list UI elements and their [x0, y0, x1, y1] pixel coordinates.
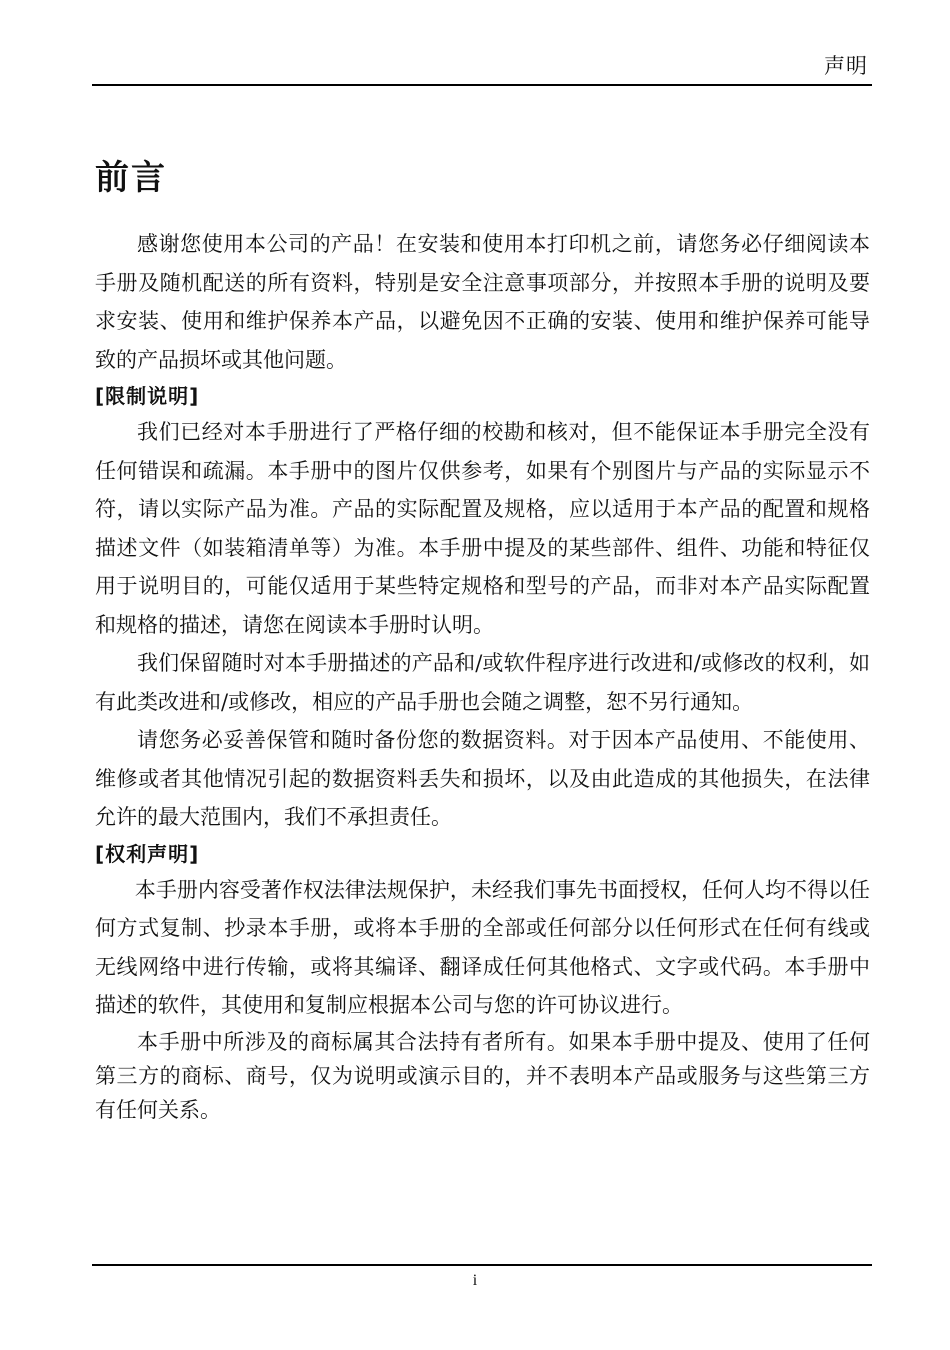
page-title: 前言	[95, 158, 167, 198]
intro-paragraph: 感谢您使用本公司的产品！在安装和使用本打印机之前，请您务必仔细阅读本手册及随机配送的所有资料，特别是安全注意事项部分，并按照本手册的说明及要求安装、使用和维护保养本产品，以避免因不正确的安装、使用和维护保养可能导致的产品损坏或其他问题。	[95, 232, 870, 372]
running-header: 声明	[824, 54, 868, 78]
limitation-paragraph-2: 我们保留随时对本手册描述的产品和/或软件程序进行改进和/或修改的权利，如有此类改进和/或修改，相应的产品手册也会随之调整，恕不另行通知。	[95, 651, 870, 714]
limitation-paragraph-3: 请您务必妥善保管和随时备份您的数据资料。对于因本产品使用、不能使用、维修或者其他情况引起的数据资料丢失和损坏，以及由此造成的其他损失，在法律允许的最大范围内，我们不承担责任。	[95, 728, 870, 829]
limitation-paragraph-1: 我们已经对本手册进行了严格仔细的校勘和核对，但不能保证本手册完全没有任何错误和疏漏。本手册中的图片仅供参考，如果有个别图片与产品的实际显示不符，请以实际产品为准。产品的实际配置及规格，应以适用于本产品的配置和规格描述文件（如装箱清单等）为准。本手册中提及的某些部件、组件、功能和特征仅用于说明目的，可能仅适用于某些特定规格和型号的产品，而非对本产品实际配置和规格的描述，请您在阅读本手册时认明。	[95, 420, 870, 637]
limitation-heading: [限制说明]	[95, 384, 200, 408]
rights-heading: [权利声明]	[95, 841, 200, 866]
rights-paragraph-2: 本手册中所涉及的商标属其合法持有者所有。如果本手册中提及、使用了任何第三方的商标、商号，仅为说明或演示目的，并不表明本产品或服务与这些第三方有任何关系。	[95, 1029, 870, 1122]
document-body	[95, 225, 870, 1127]
footer-rule	[92, 1264, 872, 1266]
page-number: i	[472, 1272, 478, 1289]
header-rule	[92, 84, 872, 86]
rights-paragraph-1: 本手册内容受著作权法律法规保护，未经我们事先书面授权，任何人均不得以任何方式复制、抄录本手册，或将本手册的全部或任何部分以任何形式在任何有线或无线网络中进行传输，或将其编译、翻译成任何其他格式、文字或代码。本手册中描述的软件，其使用和复制应根据本公司与您的许可协议进行。	[95, 877, 870, 1017]
